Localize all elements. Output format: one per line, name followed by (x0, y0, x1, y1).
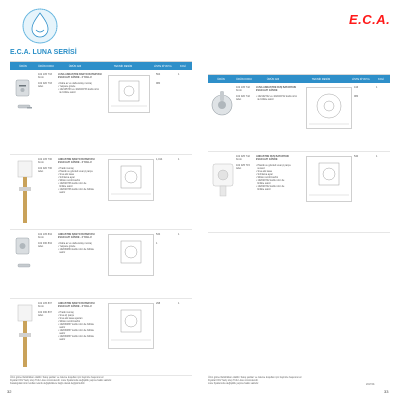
product-code-secondary: 102 030 834 Adet (38, 242, 52, 248)
product-title: ANKASTRE DUŞ BATARYASI EVAN ALTI GÖVDE (256, 155, 289, 161)
table-row (10, 70, 192, 155)
product-code-secondary: 102 020 742 Adet (236, 95, 250, 101)
product-title: LUNA ANKASTRE DUŞ BATARYASI EVAN ALTI GÖVDE (256, 86, 297, 92)
left-product-table (10, 61, 192, 376)
product-description: • Daha az ve daha kolay montaj • Yekpare gövde • 102105733 ve 102020733 kodlu ürün ile birlikte satılır (58, 82, 100, 94)
col-drawing: TEKNİK RESİM (113, 64, 133, 68)
col-price: LİSTE FİYATI ₺ (154, 64, 172, 68)
product-code: 102 105 736 Krom (38, 158, 52, 164)
col-name: ÜRÜN ADI (68, 64, 82, 68)
pack-count: 1 (178, 302, 180, 305)
table-row (10, 230, 192, 299)
product-title: ANKASTRE BANYO BATARYASI EVAN ALTI GÖVDE - 2 YOLLU (58, 233, 95, 239)
footer-line: Fiyatlar KDV hariç olup Türk Lirası cinsindendir. (208, 379, 259, 383)
product-description: • Pratik montaj • Sıva içi parça • Sıva altı kasa ayarları • Silikon sızdırmazlık • 102030837 kodlu ürün ile birlikte satılır • 102030837 kodlu ürün ile birlikte satılır • 102030837 kodlu ürün ile birlikte satılır (58, 311, 94, 341)
footer-line: Liste fiyatlarında değişiklik yapma hakkı saklıdır. (208, 382, 259, 386)
table-row (10, 299, 192, 376)
table-row (208, 83, 390, 152)
technical-drawing (108, 159, 154, 201)
product-image (14, 159, 36, 225)
col-name: ÜRÜN ADI (266, 77, 280, 81)
product-image (14, 236, 34, 276)
price-secondary: 980 (156, 82, 161, 85)
pack-count: 1 (178, 158, 180, 161)
col-drawing: TEKNİK RESİM (311, 77, 331, 81)
series-title: E.C.A. LUNA SERİSİ (10, 49, 77, 56)
brand-logo (349, 12, 391, 32)
page-number-left: 32 (7, 389, 12, 394)
col-pack: KOLİ (180, 64, 186, 68)
right-product-table (208, 74, 390, 233)
col-price: LİSTE FİYATI ₺ (352, 77, 370, 81)
technical-drawing (108, 75, 150, 113)
product-description: • Plastik ve gövdeli sıva içi parça sıvasız • Sıva altı kasa • Sıfırlama ayarı • Silikon sızdırmazlık • 102020742 kodlu ürün ile birlikte satılır • 102020742 kodlu ürün ile birlikte satılır (256, 164, 291, 191)
pack-count: 1 (376, 155, 378, 158)
table-row (208, 152, 390, 233)
product-description: • 102102742 ve 102020742 kodlu ürün ile birlikte satılır (256, 95, 298, 101)
price: 298 (156, 302, 161, 305)
col-pack: KOLİ (378, 77, 384, 81)
col-code: ÜRÜN KODU (236, 77, 252, 81)
pack-count: 1 (178, 233, 180, 236)
product-code: 102 025 742 Krom (236, 155, 250, 161)
footer-line: Katalogdaki ürün kodları teknik değişikliklere bağlı olarak değiştirilebilir. (10, 382, 86, 386)
technical-drawing (306, 87, 352, 129)
product-image (210, 89, 234, 123)
technical-drawing (306, 156, 352, 202)
product-image (14, 78, 34, 118)
product-title: ANKASTRE BANYO BATARYASI EVAN ALTI GÖVDE - 3 YOLLU (58, 158, 95, 164)
technical-drawing (108, 303, 154, 349)
product-code-secondary: 102 025 715 Adet (236, 164, 250, 170)
footer-line: Ürün görsel farklılıkları olabilir. Satış şartları ve ödeme koşulları için bayinize başvurunuz. (208, 376, 303, 379)
footer-line: Ürün görsel farklılıkları olabilir. Satış şartları ve ödeme koşulları için bayinize başvurunuz. (10, 376, 105, 379)
product-code: 102 105 733 Krom (38, 73, 52, 79)
product-description: • Daha az ve daha kolay montaj • Yekpare gövde • 102030834 kodlu ürün ile birlikte satılır (58, 242, 94, 254)
product-code: 102 105 834 Krom (38, 233, 52, 239)
price: 564 (156, 73, 161, 76)
price-secondary: 980 (354, 95, 359, 98)
table-row (10, 155, 192, 230)
price: 1,014 (156, 158, 163, 161)
footer-line: Fiyatlar KDV hariç olup Türk Lirası cinsindendir. Liste fiyatlarında değişiklik yapma hakkı saklıdır. (10, 379, 112, 383)
price-secondary: 1 (156, 242, 158, 245)
product-title: ANKASTRE BANYO BATARYASI EVAN ALTI GÖVDE - 3 YOLLU (58, 302, 95, 308)
catalog-code: 2017/01 (366, 383, 375, 386)
product-code-secondary: 102 020 733 Adet (38, 82, 52, 88)
product-title: LUNA ANKASTRE BANYO BATARYASI EVAN ALTI GÖVDE - 2 YOLLU (58, 73, 102, 79)
product-description: • Pratik montaj • Plastik ve gövdeli sıva içi parça • Sıva altı kasa • Sıfırlama ayarı • Silikon sızdırmazlık • 102020736 kodlu ürün ile birlikte satılır • 102020736 kodlu ürün ile birlikte satılır (58, 167, 94, 194)
col-product: ÜRÜN (217, 77, 225, 81)
footer-left (10, 376, 190, 386)
page-number-right: 33 (384, 389, 389, 394)
left-table-header (10, 62, 192, 70)
brand-name: E.C.A. (349, 12, 391, 27)
price: 534 (156, 233, 161, 236)
product-code-secondary: 102 030 837 Adet (38, 311, 52, 317)
price: 416 (354, 86, 359, 89)
col-product: ÜRÜN (19, 64, 27, 68)
water-drop-logo (21, 7, 59, 45)
price: 540 (354, 155, 359, 158)
col-code: ÜRÜN KODU (38, 64, 54, 68)
product-code-secondary: 102 020 736 Adet (38, 167, 52, 173)
technical-drawing (108, 234, 154, 276)
right-table-header (208, 75, 390, 83)
pack-count: 1 (376, 86, 378, 89)
pack-count: 1 (178, 73, 180, 76)
footer-right (208, 376, 358, 386)
product-code: 102 105 837 Krom (38, 302, 52, 308)
product-image (14, 303, 36, 369)
product-image (210, 160, 236, 200)
product-code: 102 105 742 Krom (236, 86, 250, 92)
